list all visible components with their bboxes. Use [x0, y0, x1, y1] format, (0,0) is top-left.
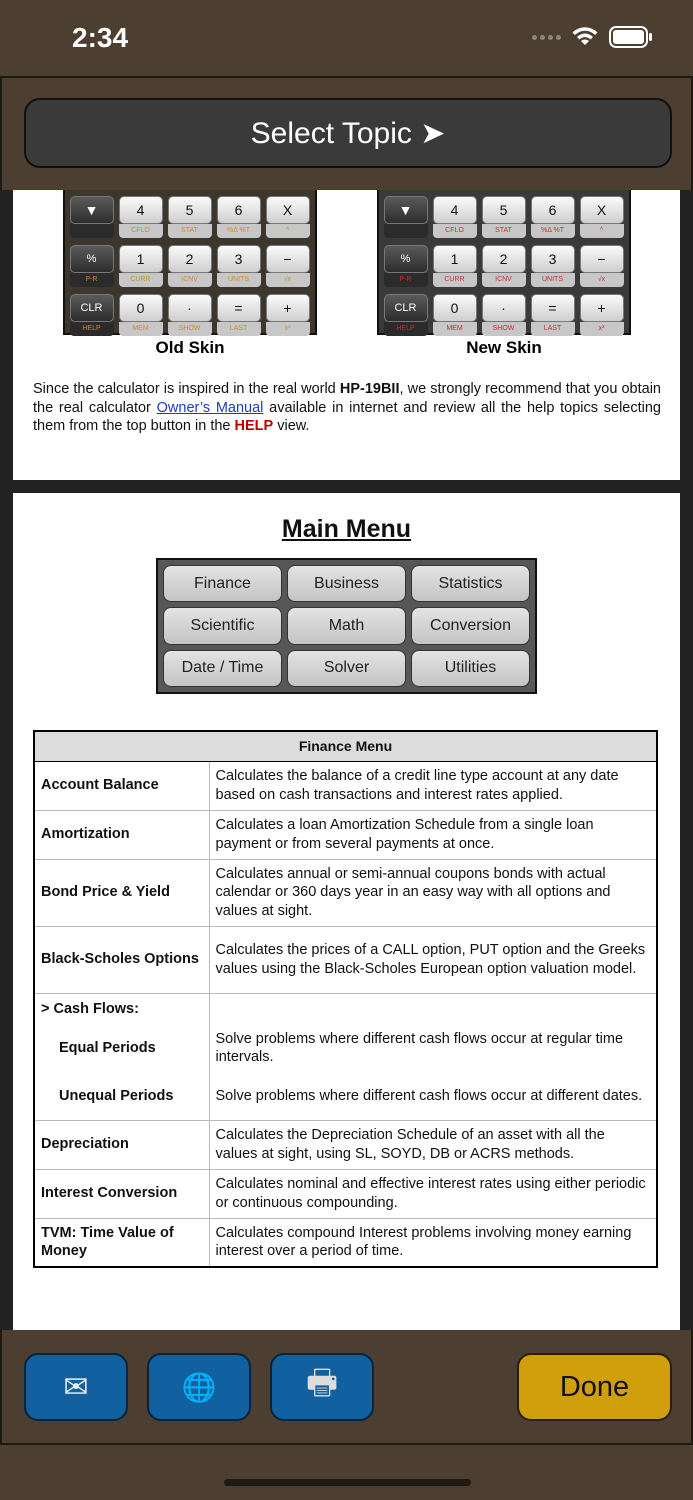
key-sublabel: CFLO	[119, 224, 163, 238]
menu-button-conversion: Conversion	[411, 607, 530, 644]
key-sublabel	[384, 224, 428, 238]
email-button[interactable]	[24, 1353, 128, 1421]
menu-button-finance: Finance	[163, 565, 282, 602]
menu-button-date-time: Date / Time	[163, 650, 282, 687]
old-skin-label: Old Skin	[155, 338, 225, 357]
key-sublabel: SHOW	[168, 322, 212, 336]
intro-text: , we strongly recommend that you obtain the real calculator	[33, 381, 662, 416]
table-row	[34, 1218, 657, 1267]
key-sublabel: MEM	[433, 322, 477, 336]
key-sublabel: ICNV	[482, 273, 526, 287]
row-name: Interest Conversion	[34, 1169, 209, 1218]
key-sublabel: UNITS	[531, 273, 575, 287]
new-skin-label: New Skin	[466, 338, 542, 357]
key-label: CLR	[70, 294, 114, 322]
key-sublabel: STAT	[482, 224, 526, 238]
keypad-key	[579, 245, 624, 289]
keypad-key	[383, 245, 428, 289]
globe-icon: 🌐	[181, 1371, 217, 1403]
keypad-key	[481, 294, 526, 338]
row-desc: Calculates nominal and effective interest rates using either periodic or continuous compounding.	[209, 1169, 657, 1218]
key-sublabel: P-R	[70, 273, 114, 287]
row-name: Account Balance	[34, 761, 209, 810]
keypad-key	[265, 245, 310, 289]
key-label: 0	[433, 294, 477, 322]
row-desc: Calculates the Depreciation Schedule of an asset with all the values at sight, using SL, SOYD, DB or ACRS methods.	[209, 1120, 657, 1169]
skins-card	[13, 190, 680, 480]
keypad-row	[383, 294, 625, 338]
wifi-icon	[571, 27, 599, 47]
key-label: −	[266, 245, 310, 273]
menu-button-utilities: Utilities	[411, 650, 530, 687]
finance-menu-table	[33, 730, 658, 1268]
key-label: ·	[482, 294, 526, 322]
key-label: 4	[119, 196, 163, 224]
table-row	[34, 1169, 657, 1218]
row-name: Depreciation	[34, 1120, 209, 1169]
row-name: > Cash Flows:	[34, 993, 209, 1024]
keypad-key	[216, 196, 261, 240]
printer-icon: 🖶	[305, 1363, 339, 1402]
key-sublabel: LAST	[217, 322, 261, 336]
key-label: CLR	[384, 294, 428, 322]
key-sublabel: √x	[266, 273, 310, 287]
row-name: Equal Periods	[34, 1024, 209, 1072]
intro-text: Since the calculator is inspired in the real world	[33, 381, 340, 397]
key-label: X	[580, 196, 624, 224]
key-label: 5	[482, 196, 526, 224]
intro-text: available in internet and review all the help topics selecting them from the top button in the	[33, 399, 661, 434]
key-sublabel: ^	[266, 224, 310, 238]
key-sublabel: LAST	[531, 322, 575, 336]
menu-button-business: Business	[287, 565, 406, 602]
key-sublabel: ICNV	[168, 273, 212, 287]
cellular-signal-icon	[532, 35, 561, 40]
key-label: 3	[531, 245, 575, 273]
key-sublabel: CFLO	[433, 224, 477, 238]
key-label: ·	[168, 294, 212, 322]
row-desc: Calculates compound Interest problems involving money earning interest over a period of time.	[209, 1218, 657, 1267]
menu-button-math: Math	[287, 607, 406, 644]
table-row	[34, 761, 657, 810]
keypad-key	[530, 294, 575, 338]
key-sublabel	[70, 224, 114, 238]
keypad-key	[69, 196, 114, 240]
keypad-key	[167, 245, 212, 289]
keypad-key	[432, 196, 477, 240]
table-row	[34, 1120, 657, 1169]
status-icons	[532, 26, 653, 48]
keypad-row	[69, 245, 311, 289]
intro-text: view.	[273, 418, 310, 434]
key-label: 1	[433, 245, 477, 273]
key-sublabel: ^	[580, 224, 624, 238]
keypad-key	[481, 196, 526, 240]
new-skin-keypad-image	[377, 190, 631, 335]
key-sublabel: MEM	[119, 322, 163, 336]
mail-icon: ✉	[63, 1370, 89, 1404]
keypad-key	[530, 196, 575, 240]
row-desc: Solve problems where different cash flows occur at different dates.	[209, 1072, 657, 1120]
keypad-key	[432, 245, 477, 289]
key-sublabel: SHOW	[482, 322, 526, 336]
keypad-key	[579, 196, 624, 240]
table-row	[34, 1072, 657, 1120]
web-button[interactable]	[147, 1353, 251, 1421]
row-name: Amortization	[34, 810, 209, 859]
key-label: 5	[168, 196, 212, 224]
keypad-key	[216, 294, 261, 338]
keypad-key	[118, 196, 163, 240]
key-sublabel: x²	[580, 322, 624, 336]
row-desc: Calculates the prices of a CALL option, PUT option and the Greeks values using the Black-Scholes European option valuation model.	[209, 926, 657, 993]
row-desc: Solve problems where different cash flows occur at regular time intervals.	[215, 1030, 624, 1065]
key-label: 4	[433, 196, 477, 224]
row-desc: Calculates the balance of a credit line type account at any date based on cash transactions and interest rates applied.	[209, 761, 657, 810]
key-sublabel: √x	[580, 273, 624, 287]
home-indicator	[224, 1479, 471, 1486]
old-skin-keypad-image	[63, 190, 317, 335]
owners-manual-link[interactable]: Owner’s Manual	[156, 399, 264, 416]
key-label: %	[70, 245, 114, 273]
key-label: %	[384, 245, 428, 273]
row-name: TVM: Time Value of Money	[34, 1218, 209, 1267]
key-label: −	[580, 245, 624, 273]
key-label: 6	[531, 196, 575, 224]
help-highlight: HELP	[234, 418, 274, 434]
key-sublabel: P-R	[384, 273, 428, 287]
keypad-key	[383, 196, 428, 240]
keypad-row	[69, 196, 311, 240]
key-label: ▼	[384, 196, 428, 224]
key-sublabel: CURR	[119, 273, 163, 287]
keypad-key	[167, 196, 212, 240]
key-label: ▼	[70, 196, 114, 224]
keypad-key	[530, 245, 575, 289]
done-button[interactable]: Done	[517, 1353, 672, 1421]
key-sublabel: HELP	[70, 322, 114, 336]
keypad-row	[69, 294, 311, 338]
key-label: 6	[217, 196, 261, 224]
keypad-key	[481, 245, 526, 289]
row-name: Unequal Periods	[34, 1072, 209, 1120]
keypad-key	[383, 294, 428, 338]
keypad-key	[69, 294, 114, 338]
intro-model: HP-19BII	[339, 381, 400, 397]
row-name: Bond Price & Yield	[34, 859, 209, 926]
key-label: 1	[119, 245, 163, 273]
key-label: 0	[119, 294, 163, 322]
menu-button-solver: Solver	[287, 650, 406, 687]
key-label: 2	[168, 245, 212, 273]
table-row	[34, 1024, 657, 1072]
row-desc: Calculates annual or semi-annual coupons bonds with actual calendar or 360 days year in an easy way with all options and values at sight.	[209, 859, 657, 926]
status-time: 2:34	[72, 22, 129, 53]
keypad-key	[69, 245, 114, 289]
key-sublabel: STAT	[168, 224, 212, 238]
keypad-row	[383, 196, 625, 240]
help-content[interactable]	[0, 190, 693, 1330]
select-topic-button[interactable]: Select Topic ➤	[24, 98, 672, 168]
keypad-key	[216, 245, 261, 289]
status-bar	[0, 0, 693, 76]
print-button[interactable]	[270, 1353, 374, 1421]
key-sublabel: %Δ %T	[217, 224, 261, 238]
key-label: =	[217, 294, 261, 322]
key-sublabel: CURR	[433, 273, 477, 287]
keypad-row	[383, 245, 625, 289]
keypad-key	[432, 294, 477, 338]
key-label: +	[580, 294, 624, 322]
key-label: =	[531, 294, 575, 322]
header-bar	[0, 76, 693, 190]
main-menu-title: Main Menu	[281, 515, 412, 543]
key-label: 2	[482, 245, 526, 273]
table-row	[34, 926, 657, 993]
keypad-key	[265, 294, 310, 338]
key-sublabel: UNITS	[217, 273, 261, 287]
finance-menu-header: Finance Menu	[34, 731, 657, 761]
keypad-key	[167, 294, 212, 338]
key-label: +	[266, 294, 310, 322]
key-sublabel: HELP	[384, 322, 428, 336]
keypad-key	[118, 245, 163, 289]
row-desc	[209, 993, 657, 1024]
keypad-key	[118, 294, 163, 338]
row-name: Black-Scholes Options	[34, 926, 209, 993]
table-row	[34, 993, 657, 1024]
bottom-toolbar	[0, 1330, 693, 1445]
row-desc: Calculates a loan Amortization Schedule from a single loan payment or from several payments at once.	[209, 810, 657, 859]
keypad-key	[265, 196, 310, 240]
key-sublabel: %Δ %T	[531, 224, 575, 238]
keypad-key	[579, 294, 624, 338]
key-label: 3	[217, 245, 261, 273]
main-menu-image	[156, 558, 537, 694]
menu-button-scientific: Scientific	[163, 607, 282, 644]
table-row	[34, 810, 657, 859]
main-menu-card	[13, 493, 680, 1330]
key-sublabel: x²	[266, 322, 310, 336]
battery-icon	[609, 26, 653, 48]
table-row	[34, 859, 657, 926]
menu-button-statistics: Statistics	[411, 565, 530, 602]
intro-paragraph	[33, 380, 661, 436]
key-label: X	[266, 196, 310, 224]
